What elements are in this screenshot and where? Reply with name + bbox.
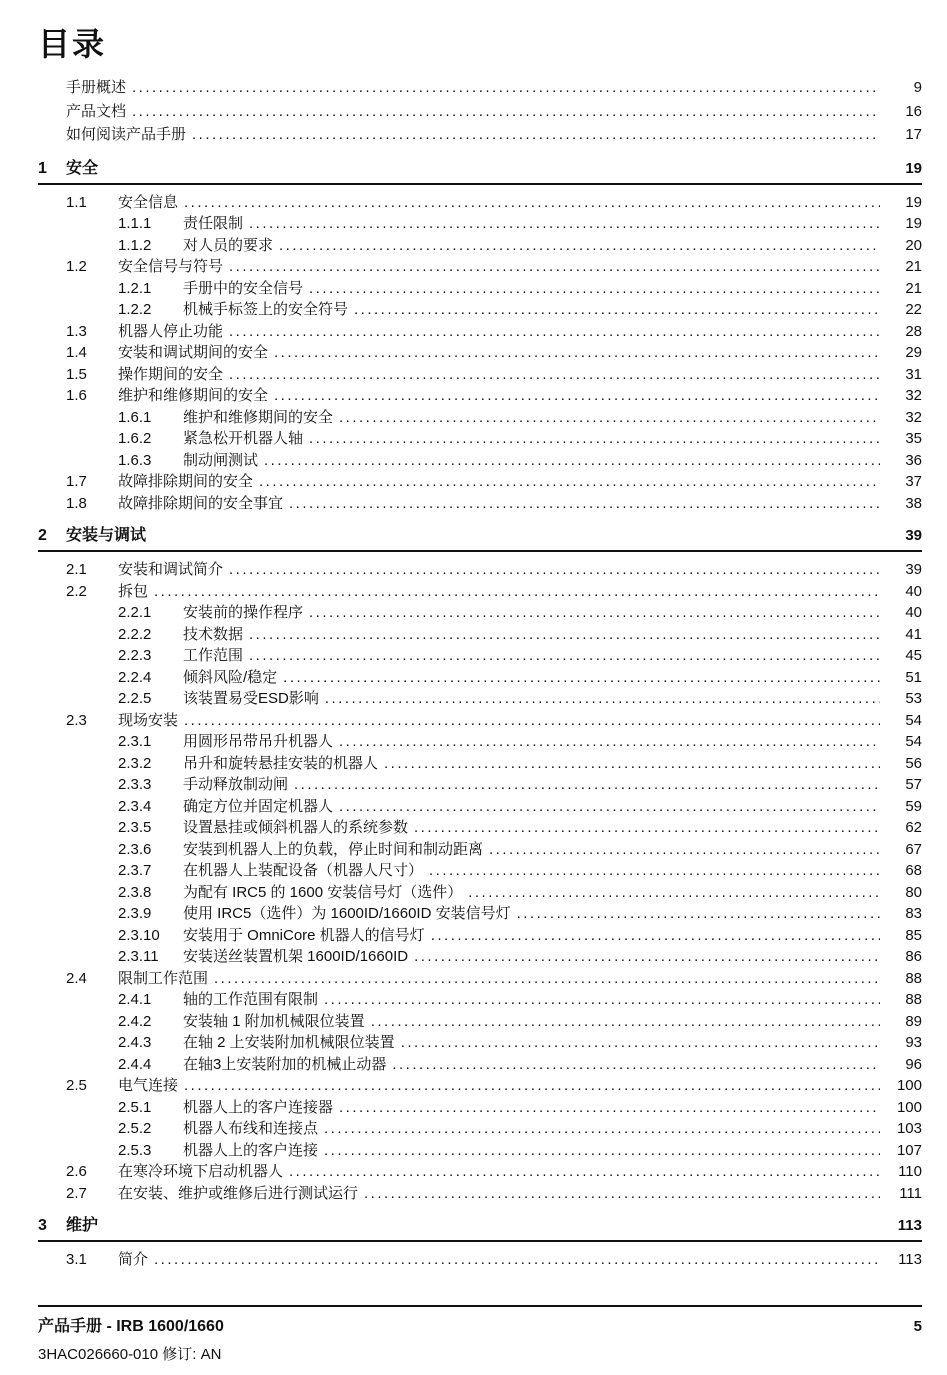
- toc-entry-number: 1.6.1: [118, 408, 152, 426]
- toc-entry-title: 手册概述: [66, 79, 127, 96]
- dot-leader: [384, 753, 880, 775]
- toc-entry-page: 21: [905, 279, 922, 297]
- toc-entry-number: 2.3.6: [118, 840, 152, 858]
- dot-leader: [249, 645, 880, 667]
- toc-entry-number: 1.2.2: [118, 301, 152, 318]
- dot-leader: [339, 796, 880, 818]
- chapter-number: 3: [38, 1217, 47, 1234]
- chapter-heading-row[interactable]: [38, 159, 922, 185]
- chapter-entries: [38, 559, 922, 1204]
- toc-entry-title: 技术数据: [183, 625, 244, 643]
- toc-entry-row[interactable]: [38, 1161, 922, 1183]
- toc-entry-page: 57: [905, 776, 922, 793]
- chapter-block: [38, 159, 922, 515]
- toc-entry-row[interactable]: [38, 428, 922, 450]
- toc-entry-row[interactable]: [38, 989, 922, 1011]
- dot-leader: [229, 364, 880, 386]
- toc-entry-number: 1.2: [66, 258, 87, 275]
- toc-entry-page: 54: [905, 733, 922, 750]
- chapter-entries: [38, 1249, 922, 1271]
- toc-entry-row[interactable]: [38, 493, 922, 515]
- dot-leader: [339, 1097, 880, 1119]
- toc-entry-page: 100: [896, 1098, 922, 1116]
- toc-entry-row[interactable]: [38, 235, 922, 257]
- toc-entry-title: 电气连接: [118, 1077, 179, 1094]
- dot-leader: [468, 882, 880, 904]
- toc-entry-number: 2.2.5: [118, 690, 152, 707]
- dot-leader: [229, 321, 880, 343]
- toc-entry-title: 安装用于 OmniCore 机器人的信号灯: [183, 926, 425, 944]
- toc-entry-number: 1.4: [66, 344, 87, 361]
- toc-entry-title: 简介: [118, 1251, 149, 1268]
- toc-entry-number: 2.5.2: [118, 1120, 152, 1137]
- toc-entry-row[interactable]: [38, 839, 922, 861]
- toc-entry-number: 1.1: [66, 193, 87, 211]
- chapter-title: 维护: [66, 1217, 99, 1234]
- toc-entry-row[interactable]: [38, 1032, 922, 1054]
- dot-leader: [429, 860, 880, 882]
- toc-entry-page: 38: [905, 494, 922, 512]
- dot-leader: [289, 493, 880, 515]
- toc-entry-row[interactable]: [38, 903, 922, 925]
- toc-entry-row[interactable]: [38, 213, 922, 235]
- toc-entry-title: 维护和维修期间的安全: [118, 387, 269, 404]
- toc-entry-row[interactable]: [38, 753, 922, 775]
- dot-leader: [339, 731, 880, 753]
- toc-entry-page: 31: [905, 365, 922, 383]
- chapter-heading-row[interactable]: [38, 526, 922, 552]
- toc-entry-page: 45: [905, 647, 922, 664]
- toc-entry-number: 1.7: [66, 473, 87, 490]
- toc-entry-title: 制动闸测试: [183, 451, 259, 469]
- toc-entry-row[interactable]: [38, 450, 922, 472]
- toc-entry-title: 安全信息: [118, 193, 179, 211]
- footer-page-number: 5: [913, 1318, 922, 1335]
- toc-entry-page: 88: [905, 991, 922, 1008]
- toc-entry-row[interactable]: [38, 385, 922, 407]
- toc-entry-number: 2.3.3: [118, 776, 152, 793]
- toc-entry-page: 17: [905, 126, 922, 143]
- chapter-title: 安全: [66, 159, 99, 177]
- toc-entry-number: 2.2.1: [118, 604, 152, 621]
- toc-entry-page: 68: [905, 862, 922, 879]
- toc-entry-row[interactable]: [38, 1140, 922, 1162]
- toc-entry-page: 56: [905, 754, 922, 772]
- toc-entry-title: 责任限制: [183, 215, 244, 232]
- toc-entry-page: 107: [896, 1141, 922, 1159]
- dot-leader: [283, 667, 880, 689]
- toc-entry-page: 96: [905, 1055, 922, 1073]
- toc-entry-page: 111: [899, 1184, 922, 1202]
- footer-title-row: [38, 1307, 922, 1336]
- toc-entry-row[interactable]: [38, 774, 922, 796]
- toc-entry-row[interactable]: [38, 817, 922, 839]
- toc-entry-page: 22: [905, 301, 922, 318]
- toc-entry-page: 89: [905, 1012, 922, 1030]
- toc-entry-number: 2.3.1: [118, 733, 152, 750]
- toc-entry-row[interactable]: [38, 1097, 922, 1119]
- toc-entry-page: 113: [898, 1251, 922, 1268]
- toc-entry-title: 限制工作范围: [118, 969, 209, 987]
- dot-leader: [274, 385, 880, 407]
- toc-entry-title: 在寒冷环境下启动机器人: [118, 1163, 284, 1180]
- toc-entry-row[interactable]: [38, 278, 922, 300]
- toc-entry-page: 110: [898, 1163, 922, 1180]
- toc-entry-number: 1.3: [66, 322, 87, 340]
- dot-leader: [229, 559, 880, 581]
- toc-entry-row[interactable]: [38, 946, 922, 968]
- toc-entry-title: 使用 IRC5（选件）为 1600ID/1660ID 安装信号灯: [183, 905, 511, 922]
- toc-entry-number: 2.4: [66, 969, 87, 987]
- dot-leader: [249, 213, 880, 235]
- toc-entry-title: 工作范围: [183, 647, 244, 664]
- toc-entry-title: 机械手标签上的安全符号: [183, 301, 349, 318]
- toc-entry-title: 机器人上的客户连接: [183, 1141, 319, 1159]
- toc-entry-number: 1.8: [66, 494, 87, 512]
- toc-entry-page: 20: [905, 236, 922, 254]
- toc-entry-title: 故障排除期间的安全事宜: [118, 494, 284, 512]
- toc-entry-row[interactable]: [38, 321, 922, 343]
- toc-entry-row[interactable]: [38, 602, 922, 624]
- toc-entry-page: 9: [913, 79, 922, 96]
- toc-entry-row[interactable]: [38, 1183, 922, 1205]
- toc-entry-row[interactable]: [38, 645, 922, 667]
- chapter-block: [38, 526, 922, 1204]
- toc-entry-row[interactable]: [38, 1054, 922, 1076]
- footer-doc-title: 产品手册 - IRB 1600/1660: [38, 1318, 224, 1335]
- dot-leader: [325, 688, 880, 710]
- toc-entry-number: 2.2.3: [118, 647, 152, 664]
- toc-entry-page: 35: [905, 430, 922, 447]
- dot-leader: [489, 839, 880, 861]
- dot-leader: [279, 235, 880, 257]
- dot-leader: [274, 342, 880, 364]
- toc-entry-page: 32: [905, 387, 922, 404]
- dot-leader: [289, 1161, 880, 1183]
- toc-entry-title: 设置悬挂或倾斜机器人的系统参数: [183, 819, 409, 836]
- toc-entry-title: 机器人上的客户连接器: [183, 1098, 334, 1116]
- dot-leader: [264, 450, 880, 472]
- dot-leader: [249, 624, 880, 646]
- toc-entry-page: 54: [905, 711, 922, 729]
- front-matter-list: [38, 76, 922, 147]
- toc-entry-number: 2.3.7: [118, 862, 152, 879]
- toc-entry-title: 机器人布线和连接点: [183, 1120, 319, 1137]
- toc-entry-row[interactable]: [38, 860, 922, 882]
- toc-entry-title: 为配有 IRC5 的 1600 安装信号灯（选件）: [183, 883, 463, 901]
- toc-entry-row[interactable]: [38, 192, 922, 214]
- chapter-number: 2: [38, 527, 47, 544]
- toc-entry-number: 1.1.1: [118, 215, 152, 232]
- dot-leader: [414, 817, 880, 839]
- page-title: 目录: [38, 26, 107, 62]
- toc-entry-number: 2.3.10: [118, 926, 160, 944]
- toc-entry-page: 36: [905, 451, 922, 469]
- toc-entry-number: 2.6: [66, 1163, 87, 1180]
- toc-entry-row[interactable]: [38, 731, 922, 753]
- toc-entry-page: 93: [905, 1034, 922, 1051]
- dot-leader: [259, 471, 880, 493]
- toc-entry-title: 安装和调试简介: [118, 561, 224, 578]
- toc-entry-number: 2.3.2: [118, 754, 152, 772]
- chapter-list: [38, 159, 922, 1271]
- toc-entry-row[interactable]: [38, 667, 922, 689]
- toc-entry-row[interactable]: [38, 968, 922, 990]
- toc-entry-row[interactable]: [38, 299, 922, 321]
- toc-entry-number: 2.2.4: [118, 668, 152, 686]
- toc-entry-title: 安装前的操作程序: [183, 604, 304, 621]
- toc-entry-page: 28: [905, 322, 922, 340]
- toc-entry-title: 如何阅读产品手册: [66, 126, 187, 143]
- toc-entry-title: 现场安装: [118, 711, 179, 729]
- dot-leader: [324, 1118, 880, 1140]
- toc-entry-page: 80: [905, 883, 922, 901]
- toc-entry-row[interactable]: [38, 581, 922, 603]
- toc-entry-number: 2.1: [66, 561, 87, 578]
- toc-entry-title: 吊升和旋转悬挂安装的机器人: [183, 754, 379, 772]
- toc-entry-title: 轴的工作范围有限制: [183, 991, 319, 1008]
- chapter-number: 1: [38, 159, 47, 177]
- toc-entry-page: 29: [905, 344, 922, 361]
- dot-leader: [154, 1249, 880, 1271]
- dot-leader: [364, 1183, 880, 1205]
- toc-entry-row[interactable]: [38, 559, 922, 581]
- toc-entry-title: 手动释放制动闸: [183, 776, 289, 793]
- dot-leader: [184, 1075, 880, 1097]
- toc-entry-number: 1.6: [66, 387, 87, 404]
- chapter-title: 安装与调试: [66, 527, 147, 544]
- toc-entry-page: 86: [905, 948, 922, 965]
- toc-entry-title: 操作期间的安全: [118, 365, 224, 383]
- dot-leader: [184, 710, 880, 732]
- toc-entry-page: 67: [905, 840, 922, 858]
- dot-leader: [401, 1032, 880, 1054]
- toc-entry-row[interactable]: [38, 710, 922, 732]
- dot-leader: [414, 946, 880, 968]
- toc-entry-number: 2.5: [66, 1077, 87, 1094]
- toc-entry-number: 2.2: [66, 582, 87, 600]
- toc-entry-title: 拆包: [118, 582, 149, 600]
- toc-entry-row[interactable]: [38, 624, 922, 646]
- dot-leader: [392, 1054, 880, 1076]
- dot-leader: [324, 989, 880, 1011]
- toc-entry-number: 2.4.4: [118, 1055, 152, 1073]
- toc-entry-page: 51: [905, 668, 922, 686]
- dot-leader: [154, 581, 880, 603]
- toc-entry-title: 产品文档: [66, 102, 127, 120]
- chapter-heading-row[interactable]: [38, 1216, 922, 1242]
- dot-leader: [294, 774, 880, 796]
- toc-entry-row[interactable]: [38, 76, 922, 100]
- toc-entry-number: 2.5.3: [118, 1141, 152, 1159]
- toc-entry-number: 2.3.4: [118, 797, 152, 815]
- toc-entry-row[interactable]: [38, 100, 922, 124]
- toc-entry-page: 19: [905, 193, 922, 211]
- toc-entry-page: 16: [905, 102, 922, 120]
- toc-entry-row[interactable]: [38, 1118, 922, 1140]
- toc-entry-page: 62: [905, 819, 922, 836]
- dot-leader: [324, 1140, 880, 1162]
- toc-entry-page: 88: [905, 969, 922, 987]
- toc-entry-row[interactable]: [38, 1249, 922, 1271]
- toc-entry-page: 59: [905, 797, 922, 815]
- toc-entry-row[interactable]: [38, 1075, 922, 1097]
- toc-entry-number: 2.2.2: [118, 625, 152, 643]
- toc-entry-row[interactable]: [38, 688, 922, 710]
- toc-entry-page: 39: [905, 561, 922, 578]
- dot-leader: [132, 76, 880, 100]
- dot-leader: [517, 903, 880, 925]
- toc-entry-title: 安装和调试期间的安全: [118, 344, 269, 361]
- toc-entry-row[interactable]: [38, 882, 922, 904]
- toc-entry-page: 103: [896, 1120, 922, 1137]
- toc-page: [38, 0, 922, 1271]
- toc-entry-title: 安装到机器人上的负载，停止时间和制动距离: [183, 840, 484, 858]
- toc-entry-page: 19: [905, 215, 922, 232]
- toc-entry-page: 100: [896, 1077, 922, 1094]
- toc-entry-number: 3.1: [66, 1251, 87, 1268]
- toc-entry-number: 1.5: [66, 365, 87, 383]
- chapter-page: 113: [897, 1217, 922, 1234]
- dot-leader: [229, 256, 880, 278]
- toc-entry-number: 2.7: [66, 1184, 87, 1202]
- dot-leader: [309, 278, 880, 300]
- toc-entry-row[interactable]: [38, 925, 922, 947]
- toc-entry-row[interactable]: [38, 342, 922, 364]
- toc-entry-page: 40: [905, 582, 922, 600]
- toc-entry-number: 2.3.8: [118, 883, 152, 901]
- toc-entry-number: 2.4.2: [118, 1012, 152, 1030]
- dot-leader: [431, 925, 880, 947]
- toc-entry-number: 1.1.2: [118, 236, 152, 254]
- toc-entry-title: 机器人停止功能: [118, 322, 224, 340]
- toc-entry-number: 1.6.3: [118, 451, 152, 469]
- toc-entry-title: 紧急松开机器人轴: [183, 430, 304, 447]
- toc-entry-title: 用圆形吊带吊升机器人: [183, 733, 334, 750]
- toc-entry-number: 2.3: [66, 711, 87, 729]
- toc-entry-title: 在轴 2 上安装附加机械限位装置: [183, 1034, 395, 1051]
- toc-entry-page: 85: [905, 926, 922, 944]
- toc-entry-title: 安装轴 1 附加机械限位装置: [183, 1012, 365, 1030]
- toc-entry-number: 2.4.1: [118, 991, 152, 1008]
- dot-leader: [192, 123, 880, 147]
- toc-entry-row[interactable]: [38, 407, 922, 429]
- toc-entry-page: 37: [905, 473, 922, 490]
- toc-entry-row[interactable]: [38, 796, 922, 818]
- toc-entry-title: 维护和维修期间的安全: [183, 408, 334, 426]
- toc-entry-row[interactable]: [38, 471, 922, 493]
- toc-entry-number: 2.5.1: [118, 1098, 152, 1116]
- toc-entry-title: 倾斜风险/稳定: [183, 668, 278, 686]
- page-footer: [38, 1305, 922, 1364]
- toc-entry-number: 2.3.9: [118, 905, 152, 922]
- footer-doc-id: 3HAC026660-010 修订: AN: [38, 1346, 222, 1363]
- toc-entry-title: 对人员的要求: [183, 236, 274, 254]
- toc-entry-title: 在机器人上装配设备（机器人尺寸）: [183, 862, 424, 879]
- toc-entry-row[interactable]: [38, 1011, 922, 1033]
- toc-entry-title: 安装送丝装置机架 1600ID/1660ID: [183, 948, 409, 965]
- toc-entry-page: 40: [905, 604, 922, 621]
- toc-entry-number: 1.2.1: [118, 279, 152, 297]
- toc-entry-number: 2.4.3: [118, 1034, 152, 1051]
- toc-entry-title: 安全信号与符号: [118, 258, 224, 275]
- toc-entry-title: 手册中的安全信号: [183, 279, 304, 297]
- toc-entry-title: 在安装、维护或维修后进行测试运行: [118, 1184, 359, 1202]
- chapter-entries: [38, 192, 922, 515]
- chapter-page: 39: [905, 527, 922, 544]
- toc-entry-page: 53: [905, 690, 922, 707]
- toc-entry-page: 41: [905, 625, 922, 643]
- toc-entry-page: 21: [905, 258, 922, 275]
- toc-entry-row[interactable]: [38, 256, 922, 278]
- toc-entry-page: 32: [905, 408, 922, 426]
- toc-entry-row[interactable]: [38, 123, 922, 147]
- chapter-page: 19: [905, 159, 922, 177]
- toc-entry-number: 2.3.5: [118, 819, 152, 836]
- chapter-block: [38, 1216, 922, 1271]
- toc-entry-title: 该装置易受ESD影响: [183, 690, 319, 707]
- toc-entry-title: 确定方位并固定机器人: [183, 797, 334, 815]
- dot-leader: [132, 100, 880, 124]
- dot-leader: [339, 407, 880, 429]
- dot-leader: [184, 192, 880, 214]
- toc-entry-title: 在轴3上安装附加的机械止动器: [183, 1055, 387, 1073]
- dot-leader: [309, 602, 880, 624]
- toc-entry-number: 2.3.11: [118, 948, 159, 965]
- dot-leader: [371, 1011, 880, 1033]
- toc-entry-row[interactable]: [38, 364, 922, 386]
- toc-entry-page: 83: [905, 905, 922, 922]
- toc-entry-title: 故障排除期间的安全: [118, 473, 254, 490]
- dot-leader: [309, 428, 880, 450]
- dot-leader: [354, 299, 880, 321]
- dot-leader: [214, 968, 880, 990]
- toc-entry-number: 1.6.2: [118, 430, 152, 447]
